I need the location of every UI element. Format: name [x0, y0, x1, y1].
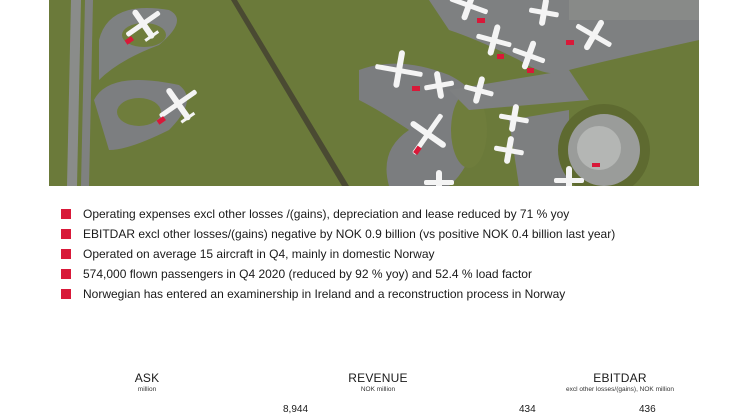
kpi-subtitle: excl other losses/(gains), NOK million — [565, 386, 674, 393]
kpi-title: REVENUE — [348, 371, 408, 385]
bullet-text: 574,000 flown passengers in Q4 2020 (reduced by 92 % yoy) and 52.4 % load factor — [83, 267, 532, 281]
parked-aircraft-aerial-photo — [49, 0, 699, 186]
kpi-title: ASK — [134, 371, 160, 385]
highlights-list — [60, 204, 720, 304]
kpi-subtitle: NOK million — [360, 386, 396, 393]
red-square-bullet-icon — [61, 209, 71, 219]
ebitdar-value-2: 436 — [639, 404, 656, 415]
bullet-text: Operating expenses excl other losses /(gains), depreciation and lease reduced by 71 % yoy — [83, 207, 570, 221]
kpi-ask — [97, 371, 197, 394]
bullet-text: Norwegian has entered an examinership in Ireland and a reconstruction process in Norway — [83, 287, 566, 301]
kpi-subtitle: million — [137, 386, 157, 393]
bullet-text: Operated on average 15 aircraft in Q4, mainly in domestic Norway — [83, 247, 435, 261]
revenue-value: 8,944 — [283, 404, 309, 415]
list-item — [60, 244, 720, 264]
red-square-bullet-icon — [61, 269, 71, 279]
bullet-text: EBITDAR excl other losses/(gains) negative by NOK 0.9 billion (vs positive NOK 0.4 billion last year) — [83, 227, 616, 241]
red-square-bullet-icon — [61, 229, 71, 239]
list-item — [60, 224, 720, 244]
kpi-ebitdar — [520, 371, 720, 394]
kpi-title: EBITDAR — [593, 371, 647, 385]
red-square-bullet-icon — [61, 289, 71, 299]
kpi-revenue — [318, 371, 438, 394]
ebitdar-value-1: 434 — [519, 404, 536, 415]
list-item — [60, 264, 720, 284]
apron-aerial-photo — [49, 0, 699, 186]
list-item — [60, 284, 720, 304]
red-square-bullet-icon — [61, 249, 71, 259]
list-item — [60, 204, 720, 224]
